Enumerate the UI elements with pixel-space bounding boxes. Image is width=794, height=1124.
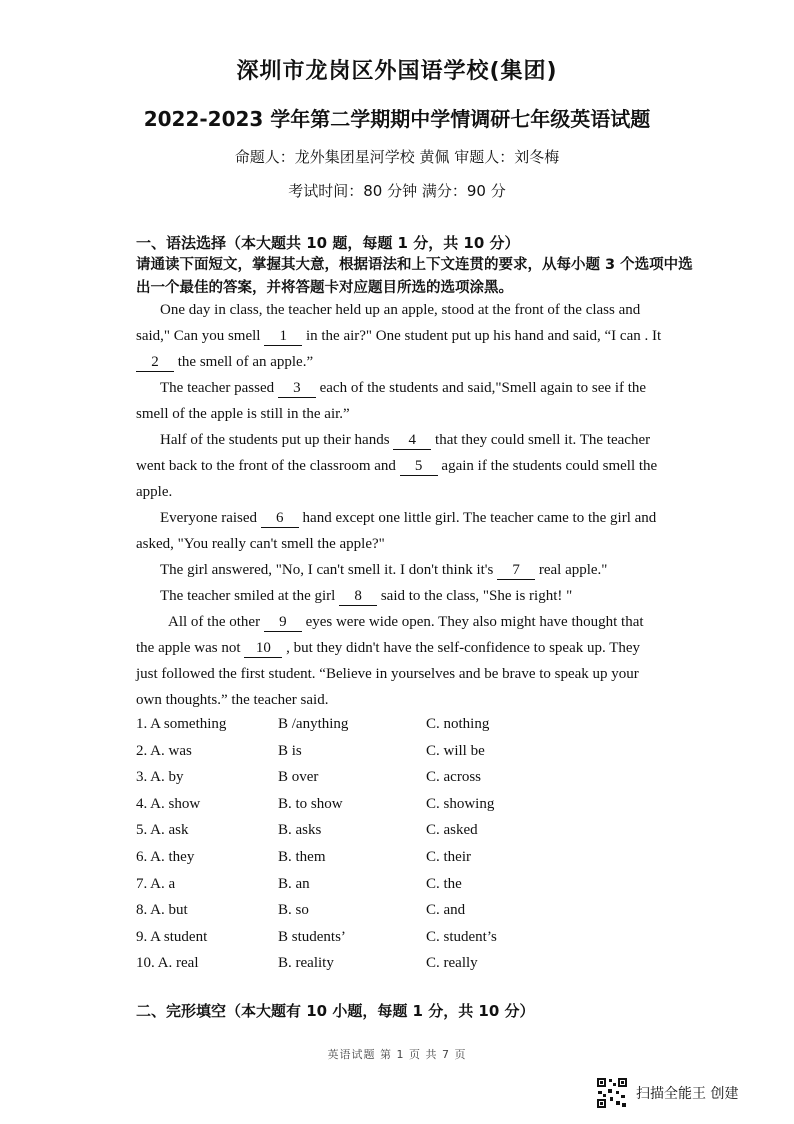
answer-blank: 3 — [278, 380, 316, 398]
passage-line — [136, 692, 704, 709]
option-a: 8. A. but — [136, 902, 188, 919]
passage-line — [136, 536, 704, 553]
option-b: B. them — [278, 849, 326, 865]
passage-line — [136, 354, 704, 372]
option-c: C. showing — [426, 795, 495, 812]
passage-line — [136, 406, 704, 423]
answer-blank: 4 — [393, 432, 431, 450]
passage-line — [136, 458, 704, 476]
option-b: B. an — [278, 875, 310, 892]
passage-text: smell of the apple is still in the air.” — [136, 406, 350, 422]
passage-text: said," Can you smell — [136, 328, 265, 344]
option-a: 9. A student — [136, 928, 208, 945]
option-row — [0, 716, 794, 738]
passage-text: The teacher smiled at the girl — [160, 588, 340, 604]
option-b: B students’ — [278, 928, 346, 945]
option-c: C. student’s — [426, 928, 497, 945]
option-row — [0, 849, 794, 871]
option-row — [0, 955, 794, 977]
passage-text: apple. — [136, 484, 173, 500]
passage-line — [136, 640, 704, 658]
passage-text: The girl answered, "No, I can't smell it. I don't think it's — [160, 562, 498, 578]
option-a: 2. A. was — [136, 742, 192, 759]
passage-text: each of the students and said,"Smell again to see if the — [315, 380, 647, 396]
passage-text: real apple." — [535, 562, 608, 578]
option-row — [0, 743, 794, 765]
option-a: 6. A. they — [136, 849, 195, 865]
passage-text: One day in class, the teacher held up an apple, stood at the front of the class and — [160, 302, 641, 318]
passage-text: again if the students could smell the — [437, 458, 658, 474]
passage-line — [136, 588, 728, 606]
option-c: C. asked — [426, 822, 478, 839]
section1-heading: 一、语法选择（本大题共 10 题，每题 1 分，共 10 分） — [136, 234, 520, 252]
passage-text: said to the class, "She is right! " — [377, 588, 573, 604]
passage-text: , but they didn't have the self-confidence to speak up. They — [282, 640, 641, 656]
exam-title: 2022-2023 学年第二学期期中学情调研七年级英语试题 — [143, 107, 651, 131]
section1-instruction: 请通读下面短文，掌握其大意，根据语法和上下文连贯的要求，从每小题 3 个选项中选出一个最佳的答案，并将答题卡对应题目所选的选项涂黑。 — [136, 257, 693, 296]
option-a: 10. A. real — [136, 955, 199, 972]
option-c: C. their — [426, 849, 471, 865]
authors-line: 命题人：龙外集团星河学校 黄佩 审题人：刘冬梅 — [234, 148, 560, 166]
option-a: 3. A. by — [136, 769, 184, 786]
option-c: C. nothing — [426, 716, 490, 732]
passage-line — [136, 510, 728, 528]
answer-blank: 8 — [339, 588, 377, 606]
passage-line — [136, 380, 728, 398]
option-b: B /anything — [278, 716, 349, 732]
page-footer: 英语试题 第 1 页 共 7 页 — [327, 1048, 467, 1061]
passage-text: asked, "You really can't smell the apple?" — [136, 536, 385, 552]
option-a: 5. A. ask — [136, 822, 189, 839]
answer-blank: 10 — [244, 640, 282, 658]
qr-code-icon — [596, 1077, 628, 1109]
passage-text: that they could smell it. The teacher — [431, 432, 651, 448]
passage-text: the apple was not — [136, 640, 245, 656]
option-b: B is — [278, 742, 302, 759]
answer-blank: 9 — [264, 614, 302, 632]
passage-text: eyes were wide open. They also might have thought that — [301, 614, 644, 630]
answer-blank: 6 — [261, 510, 299, 528]
option-b: B. asks — [278, 822, 322, 839]
passage-line — [136, 302, 728, 319]
option-c: C. will be — [426, 742, 485, 759]
option-b: B. so — [278, 902, 309, 919]
passage-line — [136, 562, 728, 580]
option-c: C. across — [426, 769, 481, 786]
option-row — [0, 822, 794, 844]
time-score-line: 考试时间：80 分钟 满分：90 分 — [288, 182, 506, 200]
answer-blank: 5 — [400, 458, 438, 476]
option-c: C. the — [426, 875, 462, 892]
passage-text: just followed the first student. “Believe in yourselves and be brave to speak up your — [136, 666, 639, 682]
passage-text: Half of the students put up their hands — [160, 432, 394, 448]
scanner-watermark — [596, 1076, 738, 1110]
option-row — [0, 796, 794, 818]
passage-text: Everyone raised — [160, 510, 261, 526]
option-row — [0, 876, 794, 898]
option-row — [0, 769, 794, 791]
scanner-label: 扫描全能王 创建 — [636, 1086, 739, 1102]
passage-line — [136, 328, 704, 346]
passage-text: the smell of an apple.” — [174, 354, 314, 370]
passage-text: went back to the front of the classroom and — [136, 458, 400, 474]
passage-text: hand except one little girl. The teacher came to the girl and — [298, 510, 657, 526]
option-a: 1. A something — [136, 716, 227, 732]
passage-text: The teacher passed — [160, 380, 278, 396]
answer-blank: 7 — [497, 562, 535, 580]
answer-blank: 2 — [136, 354, 174, 372]
school-name: 深圳市龙岗区外国语学校(集团) — [236, 59, 558, 84]
passage-text: All of the other — [168, 614, 264, 630]
option-b: B over — [278, 769, 319, 786]
passage-line — [136, 484, 704, 501]
option-a: 7. A. a — [136, 875, 176, 892]
option-row — [0, 902, 794, 924]
option-b: B. reality — [278, 955, 334, 972]
passage-line — [136, 432, 728, 450]
option-b: B. to show — [278, 795, 343, 812]
passage-text: in the air?" One student put up his hand and said, “I can . It — [302, 328, 662, 344]
section2-heading: 二、完形填空（本大题有 10 小题，每题 1 分，共 10 分） — [136, 1002, 535, 1020]
passage-line — [136, 666, 704, 683]
answer-blank: 1 — [264, 328, 302, 346]
passage-line — [136, 614, 736, 632]
option-c: C. really — [426, 955, 478, 972]
option-row — [0, 929, 794, 951]
option-c: C. and — [426, 902, 466, 919]
passage-text: own thoughts.” the teacher said. — [136, 692, 329, 708]
option-a: 4. A. show — [136, 795, 201, 812]
